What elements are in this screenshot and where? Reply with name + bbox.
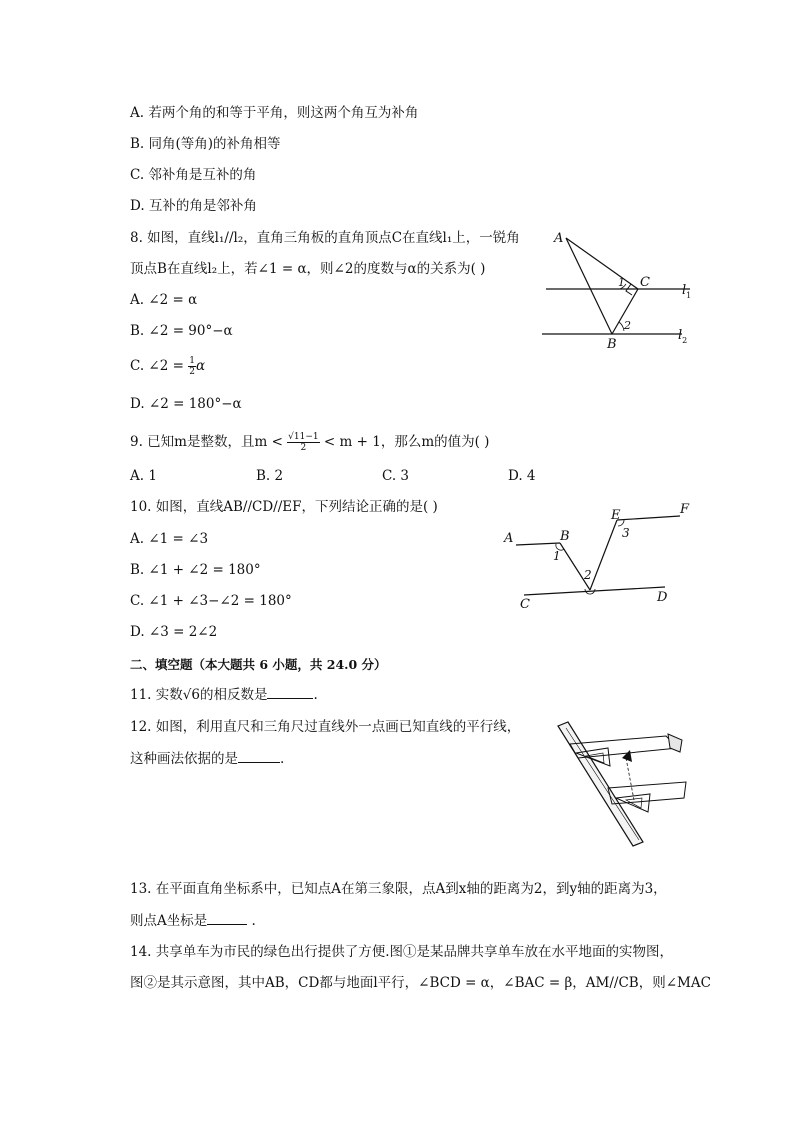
section-fill-in-title: 二、填空题（本大题共 6 小题，共 24.0 分） [130,657,387,672]
q8-label-l2 [678,328,687,345]
q10-option-a: A. ∠1 = ∠3 [130,531,209,547]
q8-label-1: 1 [618,276,625,289]
q10-label-e: E [611,508,621,523]
q7-option-b: B. 同角(等角)的补角相等 [130,136,281,152]
q8-label-l2-main: l [678,328,683,343]
q12-stem-line1: 12. 如图，利用直尺和三角尺过直线外一点画已知直线的平行线， [130,719,521,735]
q8-option-d: D. ∠2 = 180°−α [130,396,242,412]
fraction-numerator: 1 [189,356,195,366]
fraction-numerator: √11−1 [288,432,319,442]
q9-option-b: B. 2 [256,468,284,484]
q8-option-b: B. ∠2 = 90°−α [130,323,233,339]
q8-option-c-prefix: C. ∠2 = [130,358,189,374]
q12-stem-line2 [130,750,284,768]
q10-label-2: 2 [584,568,592,582]
q13-prefix: 则点A坐标是 [130,913,208,929]
q11-suffix: . [313,687,318,703]
q8-label-l1-sub: 1 [686,291,692,300]
q8-stem-line2: 顶点B在直线l₂上，若∠1 = α，则∠2的度数与α的关系为( ) [130,261,486,277]
q9-prefix: 9. 已知m是整数，且m < [130,434,288,450]
q8-label-l2-sub: 2 [682,336,688,345]
q10-label-f: F [680,502,690,517]
q11-prefix: 11. 实数√6的相反数是 [130,687,268,703]
q8-label-a: A [554,231,564,246]
q8-option-c [130,356,205,377]
q10-label-b: B [560,529,570,544]
q8-label-l1-main: l [682,283,687,298]
fraction-denominator: 2 [300,443,307,453]
q12-suffix: . [280,751,285,767]
q10-label-1: 1 [553,549,561,563]
q13-suffix: . [247,913,256,929]
q8-label-l1 [682,283,691,300]
q9-option-d: D. 4 [508,468,536,484]
q9-option-a: A. 1 [130,468,157,484]
q11-answer-blank[interactable] [267,686,313,699]
q13-answer-blank[interactable] [207,912,247,925]
q9-stem [130,432,489,453]
q10-label-d: D [657,590,668,605]
q14-stem-line2: 图②是其示意图，其中AB，CD都与地面l平行，∠BCD = α，∠BAC = β，AM//CB，则∠MAC [130,975,711,991]
q7-option-a: A. 若两个角的和等于平角，则这两个角互为补角 [130,105,419,121]
q8-label-2: 2 [624,319,631,332]
q10-figure [500,500,700,610]
q10-label-c: C [520,597,530,612]
q10-option-c: C. ∠1 + ∠3−∠2 = 180° [130,593,292,609]
q10-option-d: D. ∠3 = 2∠2 [130,624,218,640]
q7-option-c: C. 邻补角是互补的角 [130,167,257,183]
q10-label-a: A [504,531,514,546]
q8-label-b: B [607,337,617,352]
fraction-denominator: 2 [189,367,195,377]
q8-option-a: A. ∠2 = α [130,292,198,308]
q13-stem-line1: 13. 在平面直角坐标系中，已知点A在第三象限，点A到x轴的距离为2，到y轴的距离为3， [130,881,667,897]
q12-ruler-figure [548,718,688,848]
q9-option-c: C. 3 [382,468,410,484]
q8-label-c: C [640,275,650,290]
q9-fraction [287,432,319,453]
q10-label-3: 3 [622,526,630,540]
q10-stem: 10. 如图，直线AB//CD//EF，下列结论正确的是( ) [130,499,438,515]
q10-option-b: B. ∠1 + ∠2 = 180° [130,562,261,578]
q12-prefix: 这种画法依据的是 [130,751,238,767]
q14-stem-line1: 14. 共享单车为市民的绿色出行提供了方便.图①是某品牌共享单车放在水平地面的实物图， [130,944,674,960]
q9-suffix: < m + 1，那么m的值为( ) [319,434,490,450]
q12-answer-blank[interactable] [238,750,280,763]
q8-option-c-fraction [188,356,196,377]
q7-option-d: D. 互补的角是邻补角 [130,198,257,214]
q11-stem [130,686,318,704]
q8-figure [540,228,700,352]
q8-option-c-suffix: α [195,358,206,374]
q8-stem-line1: 8. 如图，直线l₁//l₂，直角三角板的直角顶点C在直线l₁上，一锐角 [130,230,520,246]
q13-stem-line2 [130,912,256,930]
